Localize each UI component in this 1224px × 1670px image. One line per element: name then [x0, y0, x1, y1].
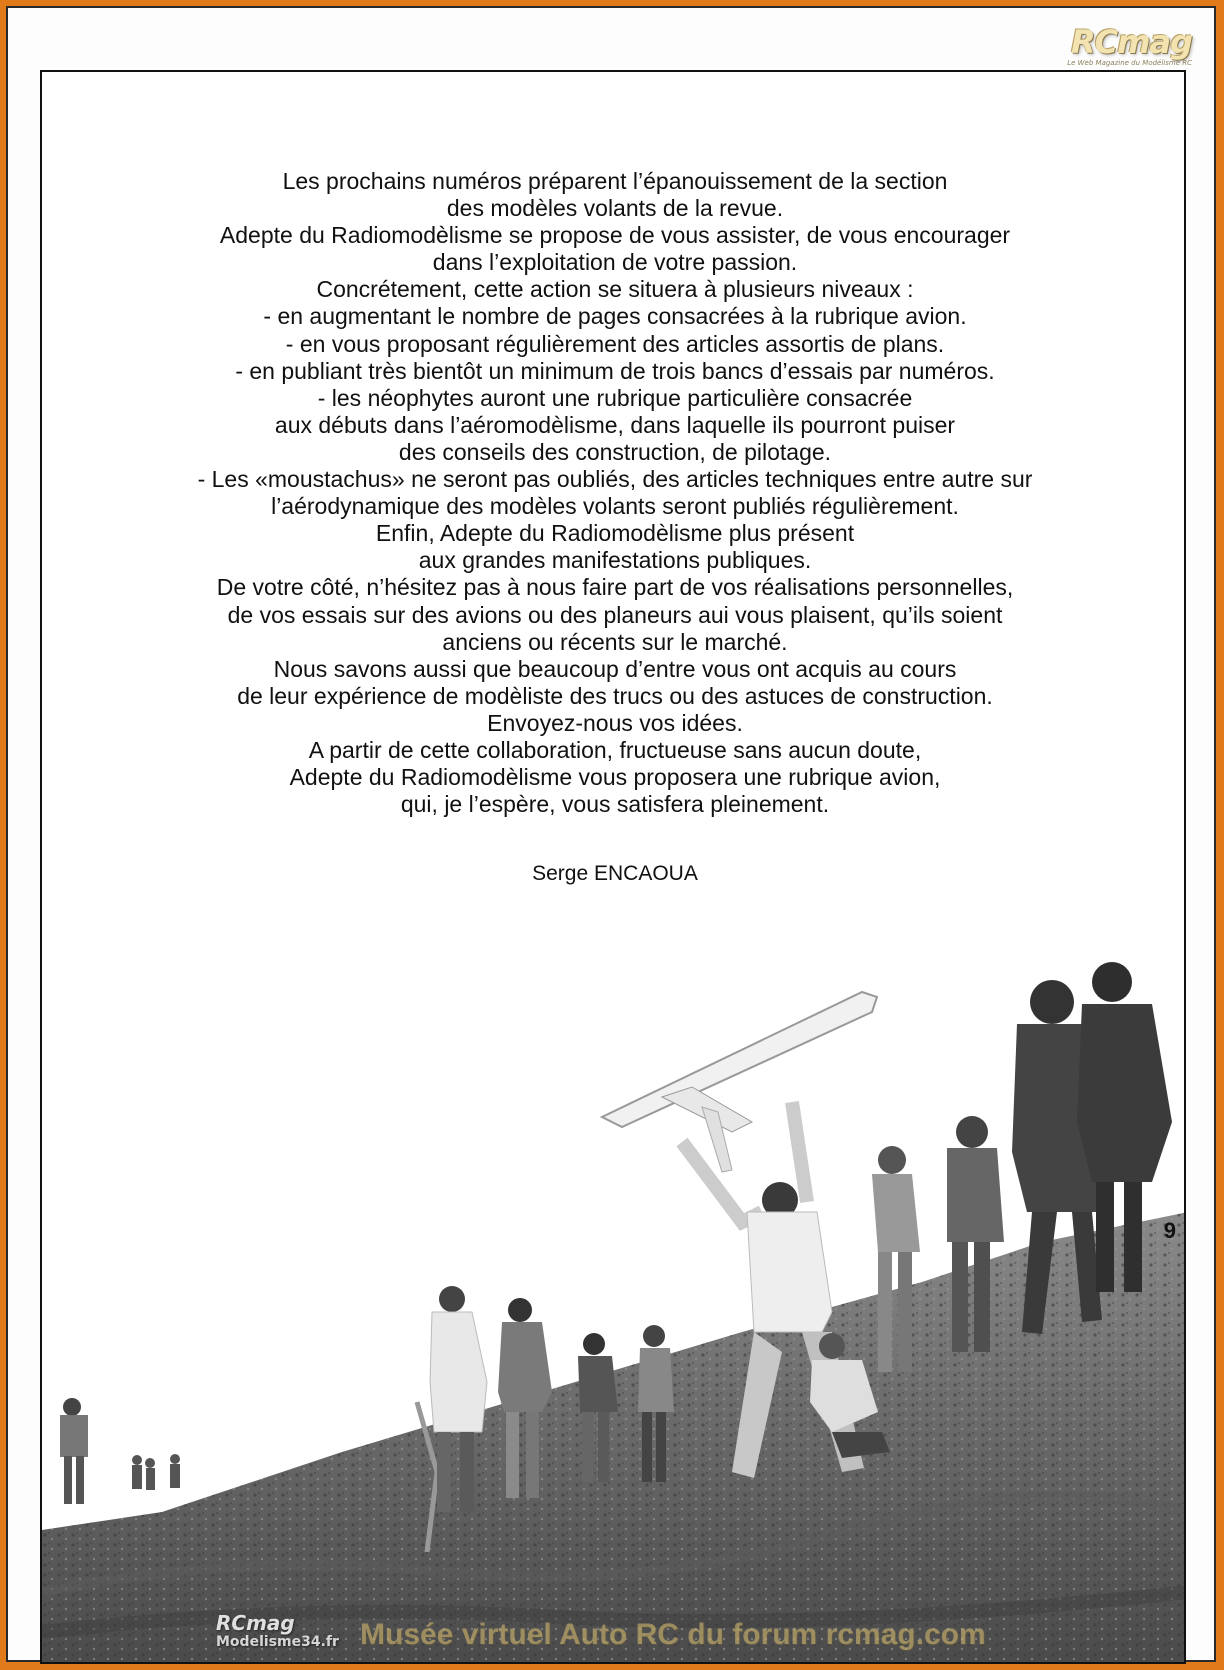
text-line: l’aérodynamique des modèles volants seront publiés régulièrement.	[271, 493, 959, 520]
text-line: aux grandes manifestations publiques.	[418, 547, 812, 574]
text-line: Nous savons aussi que beaucoup d’entre vous ont acquis au cours	[273, 655, 957, 682]
text-line: Les prochains numéros préparent l’épanouissement de la section	[282, 168, 948, 194]
rcmag-logo-tagline: Le Web Magazine du Modélisme RC	[1067, 59, 1192, 67]
text-line: des conseils des construction, de pilotage.	[398, 438, 832, 465]
scanned-page	[6, 6, 1216, 1662]
text-line: Enfin, Adepte du Radiomodèlisme plus présent	[375, 520, 855, 547]
article-frame	[40, 70, 1186, 1664]
text-line: - en vous proposant régulièrement des articles assortis de plans.	[285, 330, 945, 357]
modelisme-logo-brand: RCmag	[216, 1611, 295, 1635]
rcmag-logo	[1052, 23, 1192, 68]
modelisme-logo-site: Modelisme34.fr	[216, 1634, 339, 1650]
text-line: de leur expérience de modèliste des trucs ou des astuces de construction.	[237, 682, 993, 709]
text-line: dans l’exploitation de votre passion.	[432, 249, 798, 276]
text-line: Adepte du Radiomodèlisme se propose de vous assister, de vous encourager	[219, 222, 1011, 249]
text-line: - Les «moustachus» ne seront pas oubliés, des articles techniques entre autre sur	[197, 466, 1033, 493]
text-line: de vos essais sur des avions ou des planeurs aui vous plaisent, qu’ils soient	[227, 601, 1003, 628]
text-line: De votre côté, n’hésitez pas à nous faire part de vos réalisations personnelles,	[216, 574, 1014, 601]
text-line: Adepte du Radiomodèlisme vous proposera une rubrique avion,	[289, 764, 941, 791]
rcmag-logo-text: RCmag	[1071, 23, 1192, 61]
text-line: - en augmentant le nombre de pages consacrées à la rubrique avion.	[263, 303, 967, 330]
text-line: aux débuts dans l’aéromodèlisme, dans laquelle ils pourront puiser	[274, 411, 956, 438]
forum-watermark: Musée virtuel Auto RC du forum rcmag.com	[360, 1618, 986, 1651]
text-line: A partir de cette collaboration, fructueuse sans aucun doute,	[308, 736, 922, 763]
article-text	[42, 168, 1186, 818]
text-line: qui, je l’espère, vous satisfera pleinement.	[400, 791, 830, 818]
text-line: - en publiant très bientôt un minimum de trois bancs d’essais par numéros.	[235, 357, 995, 384]
page-number: 9	[1163, 1218, 1176, 1243]
hillside-photo	[42, 912, 1186, 1664]
text-line: - les néophytes auront une rubrique particulière consacrée	[317, 384, 913, 411]
text-line: anciens ou récents sur le marché.	[442, 628, 788, 655]
text-line: Envoyez-nous vos idées.	[487, 709, 743, 736]
text-line: Concrétement, cette action se situera à plusieurs niveaux :	[316, 276, 914, 303]
author-signature: Serge ENCAOUA	[532, 862, 698, 885]
modelisme-logo	[216, 1612, 366, 1660]
text-line: des modèles volants de la revue.	[446, 195, 784, 222]
